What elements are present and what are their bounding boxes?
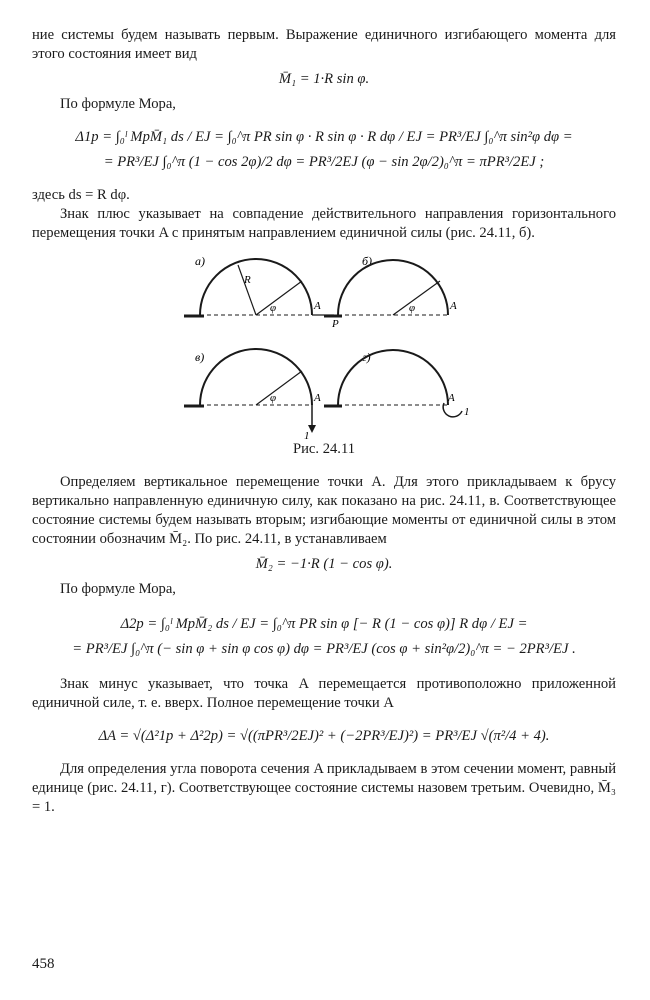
figure-panel-a <box>184 254 339 330</box>
label-b: б) <box>362 254 373 268</box>
paragraph-6: По формуле Мора, <box>60 581 176 597</box>
label-phi-v: φ <box>270 392 277 404</box>
figure-panel-b <box>324 254 457 316</box>
arc-a <box>200 259 312 315</box>
label-one-g: 1 <box>464 406 470 418</box>
label-v: в) <box>195 350 205 364</box>
figure-drawing <box>32 243 616 448</box>
angle-line-a <box>256 281 302 315</box>
figure-24-11 <box>32 243 616 448</box>
figure-caption: Рис. 24.11 <box>293 441 355 457</box>
radius-line-a <box>238 265 256 315</box>
label-phi-a: φ <box>270 302 277 314</box>
arc-g <box>338 350 448 405</box>
page-number: 458 <box>32 956 55 972</box>
label-phi-b: φ <box>409 302 416 314</box>
label-a-point-b: A <box>450 300 457 312</box>
arc-v <box>200 349 312 405</box>
angle-line-b <box>393 281 440 315</box>
paragraph-2: По формуле Мора, <box>60 96 176 112</box>
equation-delta2p-line2: = PR³/EJ ∫₀^π (− sin φ + sin φ cos φ) dφ = PR³/EJ (cos φ + sin²φ/2)₀^π = − 2PR³/EJ . <box>72 641 576 657</box>
label-a-point-g: A <box>448 392 455 404</box>
label-a: а) <box>195 254 205 268</box>
paragraph-8: Для определения угла поворота сечения A прикладываем в этом сечении момент, равный единице (рис. 24.11, г). Соответствующее состояние системы назовем третьим. Очевидно, M̄₃ = 1. <box>32 761 616 815</box>
label-r-a: R <box>244 274 251 286</box>
label-p-a: P <box>332 318 339 330</box>
paragraph-1: ние системы будем называть первым. Выражение единичного изгибающего момента для этого состояния имеет вид <box>32 27 616 62</box>
paragraph-3: здесь ds = R dφ. <box>32 187 130 203</box>
equation-m1: M̄₁ = 1·R sin φ. <box>278 71 370 87</box>
label-one-v: 1 <box>304 430 310 442</box>
paragraph-7: Знак минус указывает, что точка A перемещается противоположно приложенной единичной силе, т. е. вверх. Полное перемещение точки A <box>32 676 616 711</box>
figure-panel-v <box>184 349 321 442</box>
label-a-point-v: A <box>314 392 321 404</box>
equation-delta1p-line1: Δ1p = ∫₀ˡ MpM̄₁ ds / EJ = ∫₀^π PR sin φ · R sin φ · R dφ / EJ = PR³/EJ ∫₀^π sin²φ dφ = <box>75 129 573 145</box>
label-g: г) <box>362 350 371 364</box>
equation-delta1p-line2: = PR³/EJ ∫₀^π (1 − cos 2φ)/2 dφ = PR³/2EJ (φ − sin 2φ/2)₀^π = πPR³/2EJ ; <box>103 154 545 170</box>
paragraph-4: Знак плюс указывает на совпадение действительного направления горизонтального перемещения точки A с принятым направлением единичной силы (рис. 24.11, б). <box>32 206 616 241</box>
figure-panel-g <box>324 350 470 418</box>
paragraph-5: Определяем вертикальное перемещение точки A. Для этого прикладываем к брусу вертикально направленную единичную силу, как показано на рис. 24.11, в. Соответствующее состояние системы будем называть вторым; изгибающие моменты от единичной силы в этом состоянии обозначим M̄₂. По рис. 24.11, в устанавливаем <box>32 474 616 547</box>
label-a-point-a: A <box>314 300 321 312</box>
angle-line-v <box>256 371 302 405</box>
page-body <box>32 26 616 817</box>
equation-delta-a: ΔA = √(Δ²1p + Δ²2p) = √((πPR³/2EJ)² + (−2PR³/EJ)²) = PR³/EJ √(π²/4 + 4). <box>98 728 550 744</box>
equation-m2: M̄₂ = −1·R (1 − cos φ). <box>255 556 393 572</box>
equation-delta2p-line1: Δ2p = ∫₀ˡ MpM̄₂ ds / EJ = ∫₀^π PR sin φ [− R (1 − cos φ)] R dφ / EJ = <box>120 616 528 632</box>
